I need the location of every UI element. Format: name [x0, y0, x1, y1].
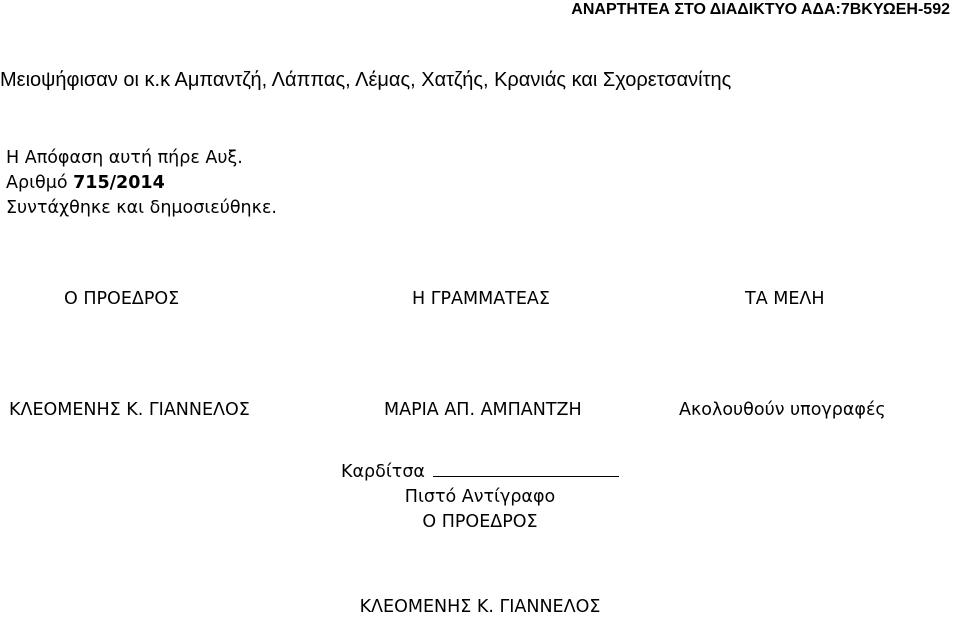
certification-block [0, 458, 960, 535]
secretary-title: Η ΓΡΑΜΜΑΤΕΑΣ [412, 289, 550, 309]
president-name: ΚΛΕΟΜΕΝΗΣ Κ. ΓΙΑΝΝΕΛΟΣ [9, 400, 250, 420]
decision-published-line: Συντάχθηκε και δημοσιεύθηκε. [6, 198, 277, 218]
certification-signatory-name: ΚΛΕΟΜΕΝΗΣ Κ. ΓΙΑΝΝΕΛΟΣ [359, 597, 601, 617]
dissent-line: Μειοψήφισαν οι κ.κ Αμπαντζή, Λάππας, Λέμας, Χατζής, Κρανιάς και Σχορετσανίτης [0, 69, 732, 91]
decision-number: 715/2014 [73, 173, 165, 193]
decision-number-line [6, 171, 277, 196]
certification-place: Καρδίτσα [341, 462, 425, 482]
members-title: ΤΑ ΜΕΛΗ [745, 289, 825, 309]
president-title: Ο ΠΡΟΕΔΡΟΣ [64, 289, 180, 309]
true-copy-label: Πιστό Αντίγραφο [404, 487, 556, 507]
decision-block [6, 146, 277, 221]
secretary-name: ΜΑΡΙΑ ΑΠ. ΑΜΠΑΝΤΖΗ [384, 400, 582, 420]
certification-place-line [0, 458, 960, 485]
decision-line: Η Απόφαση αυτή πήρε Αυξ. [6, 148, 243, 168]
certification-role: Ο ΠΡΟΕΔΡΟΣ [422, 512, 538, 532]
decision-number-prefix: Αριθμό [6, 173, 74, 193]
document-reference: ΑΝΑΡΤΗΤΕΑ ΣΤΟ ΔΙΑΔΙΚΤΥΟ ΑΔΑ:7ΒΚΥΩΕΗ-592 [571, 1, 950, 18]
date-blank-line [433, 458, 619, 477]
members-signatures-note: Ακολουθούν υπογραφές [679, 400, 886, 420]
